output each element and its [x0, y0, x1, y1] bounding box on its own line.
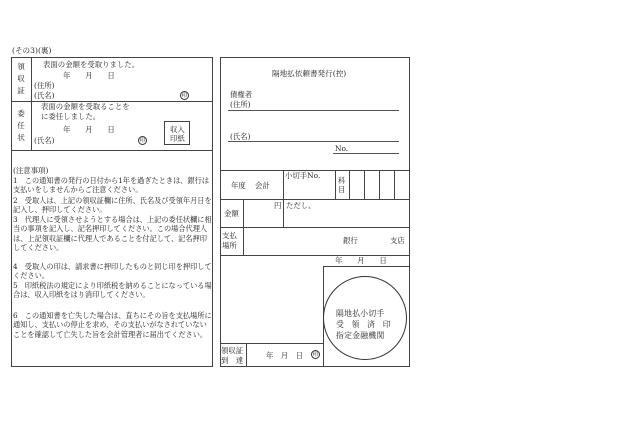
note-item-2: 2 受取人は、上記の領収証欄に住所、氏名及び受領年月日を記入し、押印してください。: [13, 196, 212, 215]
proxy-notes-divider: [11, 150, 213, 151]
stub-receipt-arrival-2: 到 達: [221, 356, 244, 365]
proxy-label-1: 委: [17, 109, 25, 118]
receipt-stamp-circle: [323, 276, 407, 360]
stub-col-line-3: [349, 170, 350, 199]
receipt-label-3: 証: [17, 86, 25, 95]
stub-title: 隔地払依頼書発行(控): [272, 69, 347, 78]
receipt-stamp-line1: 隔地払小切手: [336, 309, 385, 318]
revenue-stamp-line2: 印紙: [170, 134, 185, 143]
note-item-6: 6 この通知書を亡失した場合は、直ちにその旨を支払場所に通知し、支払いの停止を求め、その支払いがなされていないことを確認して亡失した旨を会計管理者に届出てください。: [13, 311, 212, 339]
stub-receipt-date: 年 月 日: [266, 351, 303, 360]
stub-name-underline: [228, 141, 399, 142]
proxy-label-2: 任: [17, 121, 25, 130]
stub-row-line-2: [220, 199, 410, 200]
stub-col-line-2: [335, 170, 336, 199]
document-header: (その3)(裏): [12, 46, 52, 55]
stub-item-label-2: 目: [338, 185, 346, 194]
stub-receipt-arrival-1: 領収証: [221, 346, 244, 355]
note-item-1: 1 この通知書の発行の日付から1年を過ぎたときは、銀行は支払いをしませんからご注意ください。: [13, 176, 210, 195]
notes-heading: (注意事項): [13, 166, 49, 175]
stub-col-line-6: [394, 170, 395, 199]
proxy-statement-1: 表面の金額を受取ることを: [41, 102, 130, 111]
stub-creditor-label: 債権者: [230, 90, 253, 99]
stub-check-no-label: 小切手No.: [285, 171, 321, 180]
note-item-4: 4 受取人の印は、請求書に押印したものと同じ印を押印してください。: [13, 262, 212, 281]
receipt-name-label: (氏名): [34, 91, 55, 100]
stub-row-line-3: [220, 227, 410, 228]
receipt-statement: 表面の金額を受取りました。: [43, 60, 140, 69]
stub-yen-label: 円: [274, 201, 282, 210]
stub-branch-label: 支店: [390, 236, 405, 245]
receipt-label-1: 領: [17, 62, 25, 71]
stub-item-label-1: 科: [338, 176, 346, 185]
proxy-seal: 印: [139, 137, 146, 144]
stub-bank-label: 銀行: [343, 236, 358, 245]
stub-col-line-5: [379, 170, 380, 199]
receipt-address-label: (住所): [34, 81, 55, 90]
proxy-name-label: (氏名): [34, 136, 55, 145]
stub-address-underline: [228, 110, 399, 111]
stub-col-line-1: [283, 170, 284, 199]
stub-amount-label: 金額: [224, 209, 239, 218]
stub-date: 年 月 日: [335, 256, 387, 265]
stub-however-label: ただし、: [286, 201, 316, 210]
revenue-stamp-line1: 収入: [170, 125, 185, 134]
stub-amount-col: [243, 199, 244, 227]
stub-year-label: 年度: [231, 181, 246, 190]
stub-date-underline: [323, 266, 410, 267]
stub-place-col: [243, 227, 244, 255]
receipt-seal: 印: [181, 92, 188, 99]
stub-place-label-2: 場所: [222, 241, 237, 250]
stub-no-label: No.: [335, 144, 349, 153]
receipt-stamp-line2: 受 領 済 印: [336, 320, 391, 329]
stub-address-label: (住所): [230, 100, 251, 109]
receipt-label-2: 収: [17, 74, 25, 83]
stub-account-label: 会計: [255, 181, 270, 190]
proxy-statement-2: に委任しました。: [41, 112, 101, 121]
revenue-stamp-box: [164, 121, 190, 145]
stub-amount-col-2: [283, 199, 284, 227]
note-item-5: 5 印紙税法の規定により印紙税を納めることになっている場合は、収入印紙をはり消印してください。: [13, 281, 212, 300]
note-item-3: 3 代理人に受領させようとする場合は、上記の委任状欄に相当の事項を記入し、記名押印してください。この場合代理人は、上記領収証欄に代理人であることを付記して、記名押印してください。: [13, 215, 212, 253]
left-label-divider: [31, 57, 32, 150]
proxy-date: 年 月 日: [63, 125, 115, 134]
receipt-date: 年 月 日: [63, 71, 115, 80]
stub-place-label-1: 支払: [222, 231, 237, 240]
stub-receipt-arrival-col: [246, 343, 247, 367]
receipt-stamp-line3: 指定金融機関: [336, 331, 385, 340]
stub-col-line-4: [364, 170, 365, 199]
proxy-label-3: 状: [17, 133, 25, 142]
stub-receipt-arrival-line: [220, 343, 323, 344]
stub-receipt-seal: 印: [312, 351, 319, 358]
stub-name-label: (氏名): [230, 132, 251, 141]
stub-no-underline: [333, 153, 399, 154]
